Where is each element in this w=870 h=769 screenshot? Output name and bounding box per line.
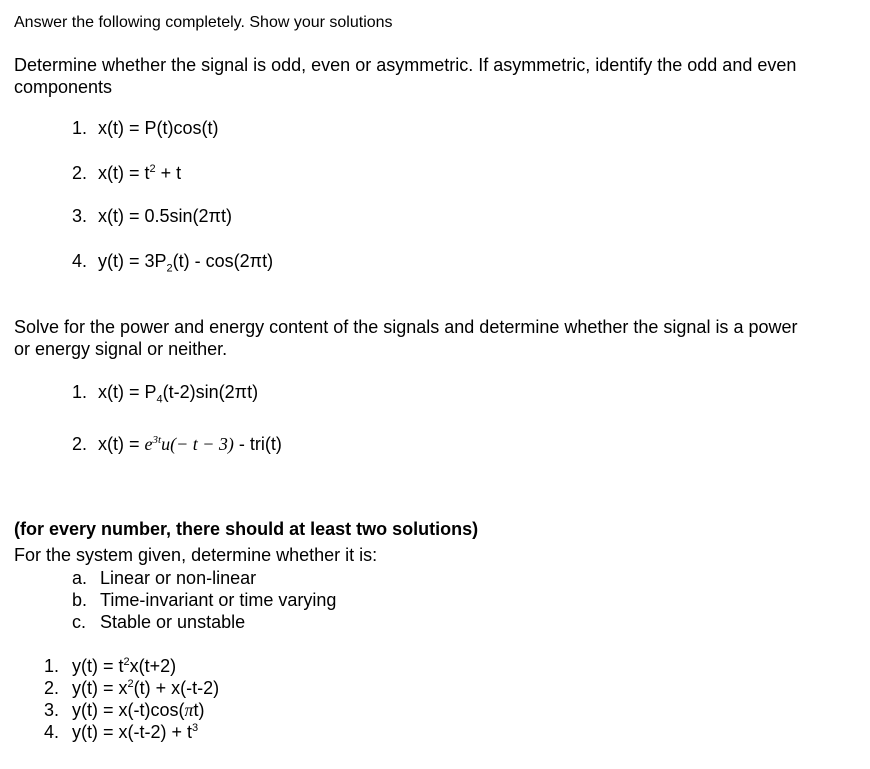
system-item-1 <box>44 656 176 677</box>
item-number: 3. <box>72 206 88 226</box>
item-number: 2. <box>72 163 88 183</box>
item-expression: x(t) = t <box>98 163 150 183</box>
item-exponent: 3 <box>192 722 199 734</box>
criteria-letter: c. <box>72 612 87 632</box>
criteria-item-b <box>72 590 336 611</box>
item-exponent: 3t <box>152 434 162 446</box>
item-number: 2. <box>44 678 60 698</box>
item-expression-tail: + t <box>155 163 182 183</box>
item-exponent: 2 <box>127 678 134 690</box>
item-expression: y(t) = t <box>72 656 124 676</box>
step-function: u(− t − 3) <box>161 434 234 454</box>
item-expression-tail: (t) - cos(2πt) <box>172 251 274 271</box>
item-expression: x(t) = P <box>98 382 157 402</box>
item-expression: y(t) = 3P <box>98 251 167 271</box>
section1-instruction-line2: components <box>14 77 113 97</box>
criteria-item-a <box>72 568 256 589</box>
item-expression-tail: - tri(t) <box>233 434 282 454</box>
section2-instruction-line2: or energy signal or neither. <box>14 339 228 359</box>
item-number: 3. <box>44 700 60 720</box>
criteria-item-c <box>72 612 245 633</box>
item-expression: x(t) = 0.5sin(2πt) <box>98 206 232 226</box>
system-item-3 <box>44 700 205 721</box>
item-number: 1. <box>72 118 88 138</box>
item-expression: y(t) = x(-t-2) + t <box>72 722 193 742</box>
criteria-text: Time-invariant or time varying <box>100 590 337 610</box>
item-expression: y(t) = x <box>72 678 128 698</box>
section2-item-2 <box>72 434 282 455</box>
section3-heading: (for every number, there should at least two solutions) <box>14 519 479 539</box>
item-expression-tail: x(t+2) <box>129 656 177 676</box>
criteria-text: Stable or unstable <box>100 612 246 632</box>
item-subscript: 2 <box>166 262 173 275</box>
item-number: 4. <box>72 251 88 271</box>
section2-item-1 <box>72 382 259 406</box>
item-number: 1. <box>44 656 60 676</box>
item-subscript: 4 <box>156 393 163 406</box>
section2-instruction-line1: Solve for the power and energy content of the signals and determine whether the signal is a power <box>14 317 798 337</box>
item-expression: x(t) = <box>98 434 145 454</box>
item-number: 2. <box>72 434 88 454</box>
item-number: 1. <box>72 382 88 402</box>
item-expression: x(t) = P(t)cos(t) <box>98 118 219 138</box>
section1-item-4 <box>72 251 274 275</box>
section1-instruction-line1: Determine whether the signal is odd, even or asymmetric. If asymmetric, identify the odd and even <box>14 55 797 75</box>
section1-item-3 <box>72 206 232 227</box>
item-number: 4. <box>44 722 60 742</box>
euler-e: e <box>144 434 153 454</box>
item-expression: y(t) = x(-t)cos( <box>72 700 185 720</box>
pi-symbol: π <box>184 700 194 720</box>
criteria-letter: a. <box>72 568 88 588</box>
item-expression-tail: (t) + x(-t-2) <box>133 678 220 698</box>
item-exponent: 2 <box>149 163 156 175</box>
item-expression-tail: t) <box>193 700 205 720</box>
criteria-text: Linear or non-linear <box>100 568 257 588</box>
system-item-4 <box>44 722 198 743</box>
item-exponent: 2 <box>123 656 130 668</box>
section3-subheading: For the system given, determine whether it is: <box>14 545 378 565</box>
criteria-letter: b. <box>72 590 88 610</box>
section1-item-2 <box>72 163 181 184</box>
item-expression-tail: (t-2)sin(2πt) <box>162 382 259 402</box>
system-item-2 <box>44 678 219 699</box>
section1-item-1 <box>72 118 219 139</box>
intro-text: Answer the following completely. Show your solutions <box>14 14 393 31</box>
